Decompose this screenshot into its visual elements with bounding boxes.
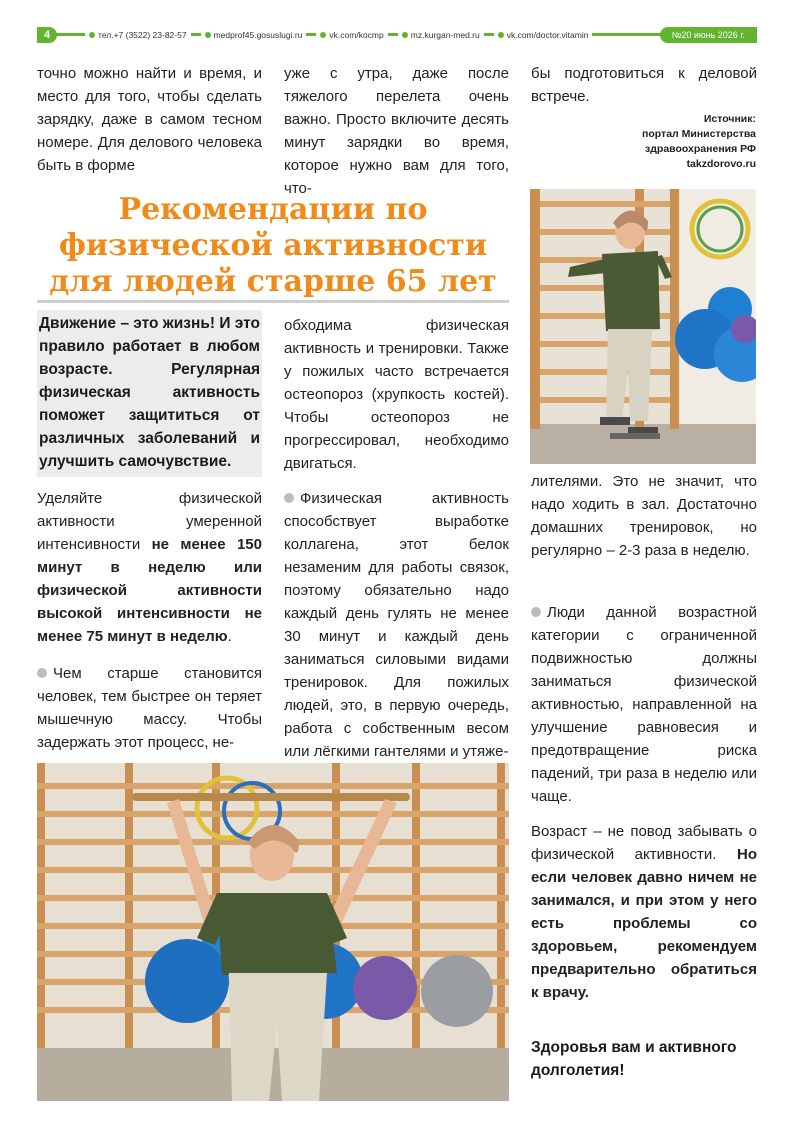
leaf-icon: [89, 32, 95, 38]
photo-woman-wall-bars: [530, 189, 756, 464]
closing-wish: Здоровья вам и активного долголетия!: [531, 1039, 737, 1079]
paragraph-osteoporosis: обходима физическая активность и тренировки. Также у пожилых часто встречается остеопороз (хрупкость костей). Чтобы остеопороз не прогрессировал, необходимо двигаться.: [284, 317, 509, 472]
paragraph-collagen: Физическая активность способствует выработке коллагена, этот белок незаменим для работы связок, поэтому обязательно надо каждый день гулять не менее 30 минут и каждый день заниматься силовыми видами тренировок. Для пожилых людей, это, в первую очередь, работа с собственным весом или лёгкими гантелями и утяже-: [284, 490, 509, 760]
article-lead: Движение – это жизнь! И это правило работает в любом возрасте. Регулярная физическая активность поможет защититься от различных заболеваний и улучшить самочувствие.: [37, 310, 262, 477]
source-credit: Источник: портал Министерства здравоохранения РФ takzdorovo.ru: [642, 113, 756, 170]
header-phone: тел.+7 (3522) 23-82-57: [85, 27, 191, 43]
header-vk-doctor-link[interactable]: vk.com/doctor.vitamin: [494, 27, 593, 43]
leaf-icon: [402, 32, 408, 38]
continued-text-col3: бы подготовиться к деловой встрече.: [531, 65, 757, 105]
photo-woman-exercise-stick: [37, 763, 509, 1101]
bullet-icon: [37, 668, 47, 678]
leaf-icon: [320, 32, 326, 38]
paragraph-home-training: лителями. Это не значит, что надо ходить в зал. Достаточно домашних тренировок, но регулярно – 2-3 раза в неделю.: [531, 473, 757, 559]
header-contacts: [85, 27, 592, 43]
issue-number: №20 июнь 2026 г.: [660, 27, 757, 43]
page-header: [37, 27, 757, 43]
page-number: 4: [37, 27, 57, 43]
leaf-icon: [205, 32, 211, 38]
header-ministry-link[interactable]: mz.kurgan-med.ru: [398, 27, 484, 43]
leaf-icon: [498, 32, 504, 38]
continued-text-col2: уже с утра, даже после тяжелого перелета очень важно. Просто включите десять минут зарядки во время, которое нужно вам для того, что-: [284, 65, 509, 197]
article-title: Рекомендации по физической активности для людей старше 65 лет: [49, 192, 497, 299]
bullet-icon: [531, 607, 541, 617]
paragraph-doctor-advice: Возраст – не повод забывать о физической активности. Но если человек давно ничем не занимался, и при этом у него есть проблемы со здоровьем, рекомендуем предварительно обратиться к врачу.: [531, 823, 757, 1001]
header-vk-link[interactable]: vk.com/kocmp: [316, 27, 387, 43]
header-site-link[interactable]: medprof45.gosuslugi.ru: [201, 27, 307, 43]
paragraph-recommendation: Уделяйте физической активности умеренной интенсивности не менее 150 минут в неделю или физической активности высокой интенсивности не менее 75 минут в неделю.: [37, 490, 262, 645]
paragraph-muscle-mass: Чем старше становится человек, тем быстрее он теряет мышечную массу. Чтобы задержать этот процесс, не-: [37, 665, 262, 751]
paragraph-limited-mobility: Люди данной возрастной категории с ограниченной подвижностью должны заниматься физической активностью, направленной на улучшение равновесия и предотвращение риска падений, три раза в неделю или чаще.: [531, 604, 757, 805]
continued-text-col1: точно можно найти и время, и место для того, чтобы сделать зарядку, даже в самом тесном номере. Для делового человека быть в форме: [37, 65, 262, 174]
bullet-icon: [284, 493, 294, 503]
title-divider: [37, 300, 509, 303]
